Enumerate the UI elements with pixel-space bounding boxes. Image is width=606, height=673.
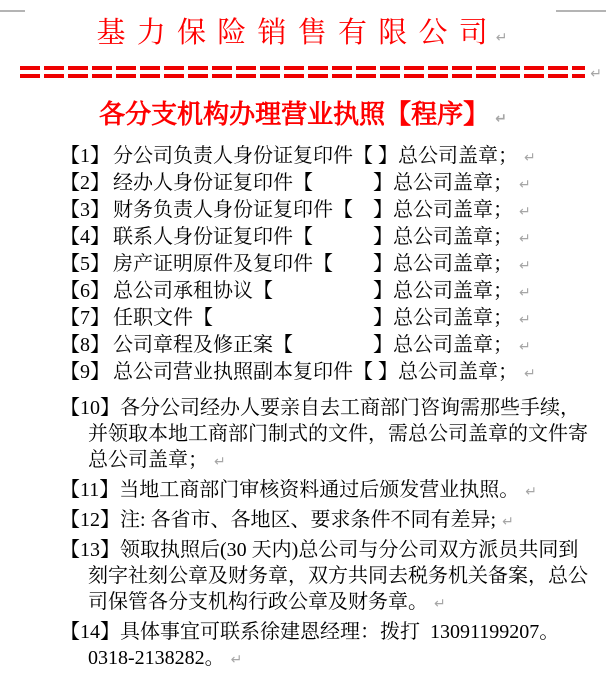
item-text-line: 总公司盖章； ↵ (88, 449, 226, 471)
item-number-marker: 【6】 (60, 280, 110, 302)
item-number-marker: 【14】 (60, 621, 120, 643)
list-item (60, 225, 602, 252)
paragraph-mark-icon: ↵ (230, 652, 243, 668)
item-text-line: 总公司营业执照副本复印件【 】总公司盖章； ↵ (113, 361, 536, 383)
list-item (60, 306, 602, 333)
list-item (60, 279, 602, 306)
item-text-line: 具体事宜可联系徐建恩经理：拨打 13091199207。 (120, 621, 560, 643)
paragraph-mark-icon: ↵ (502, 514, 514, 530)
item-number-marker: 【4】 (60, 226, 110, 248)
paragraph-mark-icon: ↵ (524, 150, 536, 166)
paragraph-mark-icon: ↵ (590, 66, 602, 82)
item-text-line: 刻字社刻公章及财务章，双方共同去税务机关备案，总公 (88, 565, 588, 587)
list-item (60, 507, 602, 535)
procedure-list (0, 144, 606, 673)
list-item (60, 537, 602, 617)
company-letterhead-title (0, 10, 606, 51)
list-item (60, 333, 602, 360)
paragraph-mark-icon: ↵ (519, 177, 531, 193)
list-item (60, 619, 602, 673)
item-number-marker: 【2】 (60, 172, 110, 194)
paragraph-mark-icon: ↵ (214, 454, 226, 470)
paragraph-mark-icon: ↵ (519, 204, 531, 220)
document-heading (0, 94, 606, 131)
company-name: 基 力 保 险 销 售 有 限 公 司 (96, 17, 490, 49)
paragraph-mark-icon: ↵ (519, 312, 531, 328)
paragraph-mark-icon: ↵ (519, 285, 531, 301)
item-text-line: 财务负责人身份证复印件【 】总公司盖章； ↵ (113, 199, 531, 221)
item-text-line: 总公司承租协议【 】总公司盖章； ↵ (113, 280, 531, 302)
item-number-marker: 【5】 (60, 253, 110, 275)
list-item (60, 144, 602, 171)
list-item (60, 252, 602, 279)
double-line-separator (20, 66, 602, 82)
page-boundary-mark-right (556, 10, 606, 12)
paragraph-mark-icon: ↵ (495, 30, 510, 46)
list-item (60, 395, 602, 475)
item-number-marker: 【1】 (60, 145, 110, 167)
paragraph-mark-icon: ↵ (524, 366, 536, 382)
item-text-line: 当地工商部门审核资料通过后颁发营业执照。 ↵ (119, 479, 537, 501)
list-item (60, 171, 602, 198)
item-text-line: 0318-2138282。 ↵ (88, 647, 243, 669)
item-text-line: 并领取本地工商部门制式的文件，需总公司盖章的文件寄 (88, 423, 588, 445)
item-number-marker: 【11】 (60, 479, 120, 501)
item-text-line: 公司章程及修正案【 】总公司盖章； ↵ (113, 334, 531, 356)
item-text-line: 任职文件【 】总公司盖章； ↵ (113, 307, 531, 329)
separator-bar-top (20, 66, 585, 70)
item-number-marker: 【8】 (60, 334, 110, 356)
list-item (60, 360, 602, 387)
item-text-line: 司保管各分支机构行政公章及财务章。 ↵ (88, 591, 446, 613)
paragraph-mark-icon: ↵ (519, 231, 531, 247)
item-number-marker: 【13】 (60, 539, 120, 561)
paragraph-mark-icon: ↵ (519, 258, 531, 274)
item-number-marker: 【7】 (60, 307, 110, 329)
separator-bar-bottom (20, 74, 585, 78)
paragraph-mark-icon: ↵ (434, 596, 446, 612)
item-number-marker: 【10】 (60, 397, 120, 419)
item-number-marker: 【3】 (60, 199, 110, 221)
item-text-line: 分公司负责人身份证复印件【 】总公司盖章； ↵ (113, 145, 536, 167)
item-text-line: 经办人身份证复印件【 】总公司盖章； ↵ (113, 172, 531, 194)
paragraph-mark-icon: ↵ (525, 484, 537, 500)
item-number-marker: 【9】 (60, 361, 110, 383)
heading-text: 各分支机构办理营业执照【程序】 (99, 100, 490, 129)
list-item (60, 477, 602, 505)
item-text-line: 联系人身份证复印件【 】总公司盖章； ↵ (113, 226, 531, 248)
list-item (60, 198, 602, 225)
item-text-line: 领取执照后(30 天内)总公司与分公司双方派员共同到 (120, 539, 579, 561)
item-text-line: 注: 各省市、各地区、要求条件不同有差异; ↵ (120, 509, 514, 531)
paragraph-mark-icon: ↵ (519, 339, 531, 355)
item-number-marker: 【12】 (60, 509, 120, 531)
item-text-line: 房产证明原件及复印件【 】总公司盖章； ↵ (113, 253, 531, 275)
item-text-line: 各分公司经办人要亲自去工商部门咨询需那些手续， (120, 397, 580, 419)
paragraph-mark-icon: ↵ (495, 111, 507, 127)
page-boundary-mark-left (0, 10, 25, 12)
document-page (0, 10, 606, 669)
